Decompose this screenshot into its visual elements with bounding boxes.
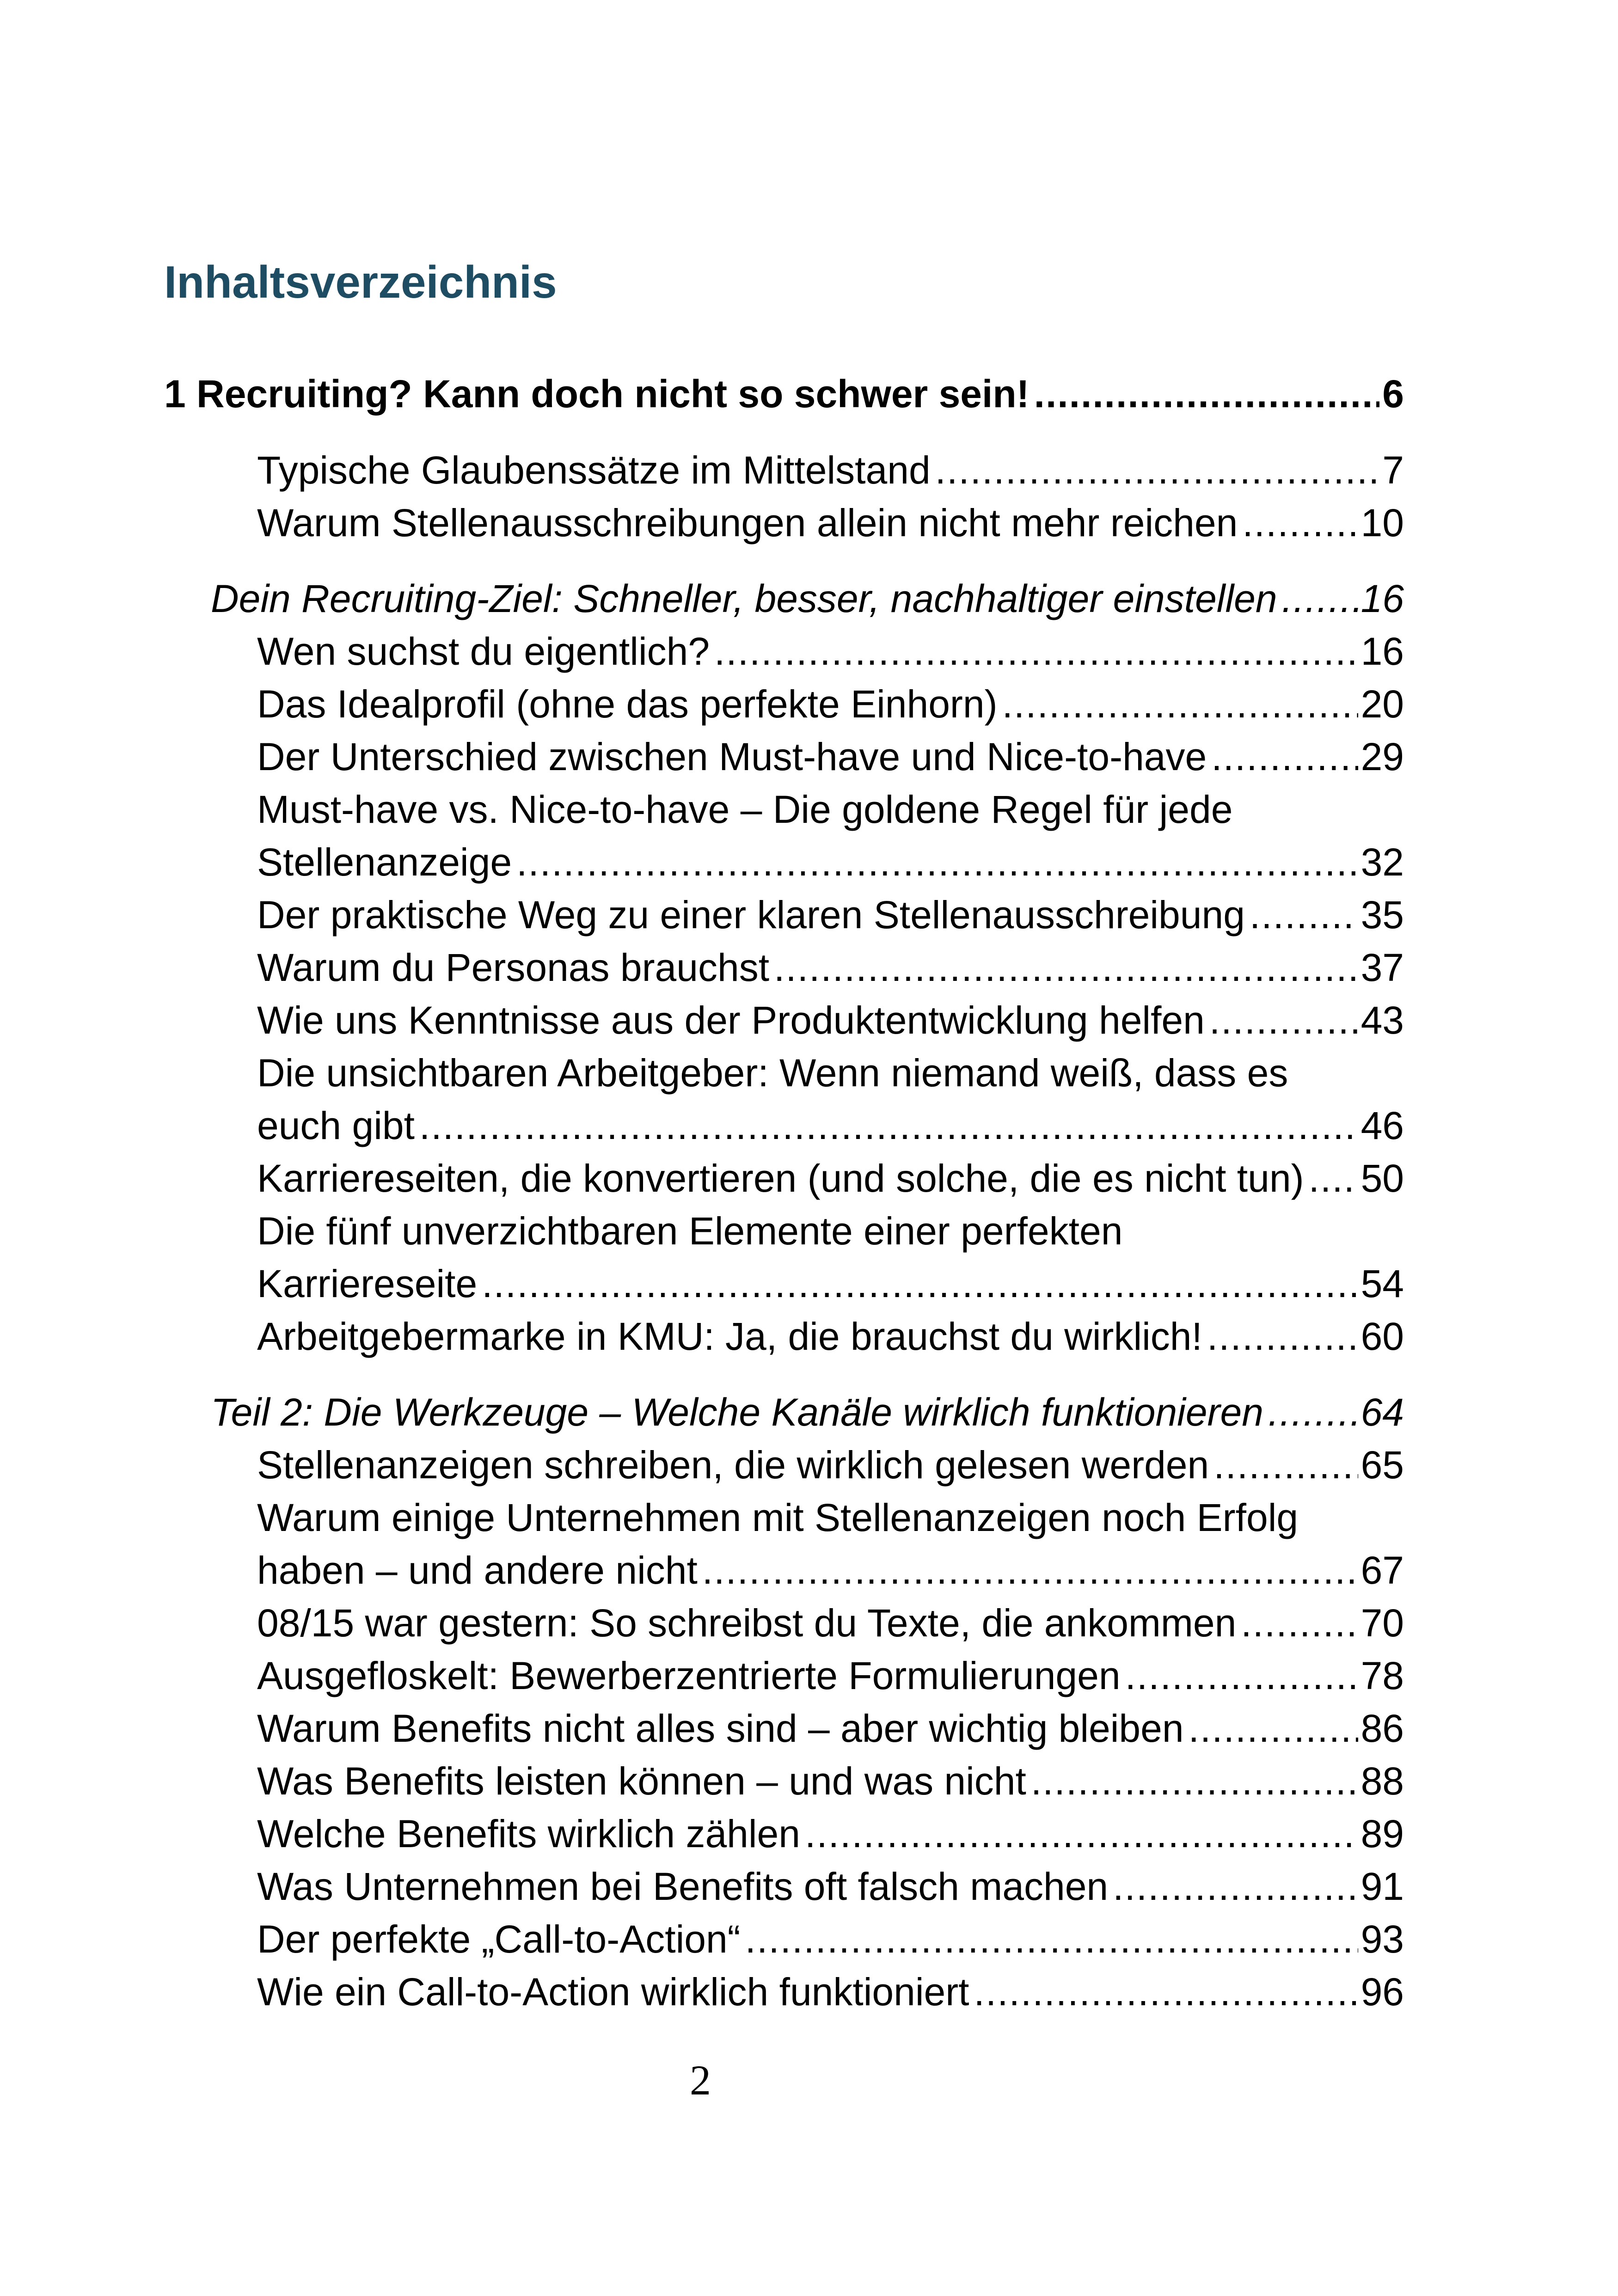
- toc-page-number: 50: [1361, 1157, 1404, 1200]
- toc-entry-title: Must-have vs. Nice-to-have – Die goldene Regel für jede: [257, 788, 1233, 831]
- toc-leader: [1189, 1702, 1358, 1755]
- toc-page-number: 86: [1361, 1707, 1404, 1750]
- toc-leader: [1125, 1649, 1358, 1702]
- toc-entry[interactable]: [257, 1649, 1404, 1702]
- toc-entry-title: Warum du Personas brauchst: [257, 946, 770, 989]
- toc-entry-title: Warum einige Unternehmen mit Stellenanzeigen noch Erfolg: [257, 1496, 1299, 1539]
- toc-entry-title: Stellenanzeigen schreiben, die wirklich gelesen werden: [257, 1443, 1209, 1487]
- toc-entry-title: Karriereseiten, die konvertieren (und solche, die es nicht tun): [257, 1157, 1304, 1200]
- toc-leader: [1211, 730, 1358, 783]
- toc-entry-chapter-1[interactable]: [164, 367, 1404, 420]
- toc-entry[interactable]: [257, 1439, 1404, 1491]
- toc-entry[interactable]: [257, 1310, 1404, 1363]
- toc-entry[interactable]: [257, 941, 1404, 994]
- toc-entry[interactable]: [257, 1965, 1404, 2018]
- toc-leader: [1113, 1860, 1358, 1913]
- toc-entry-line-2[interactable]: [257, 836, 1404, 888]
- toc-entry[interactable]: [257, 994, 1404, 1047]
- toc-entry[interactable]: [257, 1860, 1404, 1913]
- toc-leader: [1209, 994, 1358, 1047]
- toc-leader: [774, 941, 1358, 994]
- toc-page-number: 54: [1361, 1262, 1404, 1305]
- toc-page-number: 43: [1361, 998, 1404, 1042]
- toc-title: Inhaltsverzeichnis: [164, 257, 557, 307]
- toc-leader: [1242, 496, 1358, 549]
- toc-entry-title: Warum Stellenausschreibungen allein nicht mehr reichen: [257, 501, 1238, 545]
- toc-entry-title: Wie uns Kenntnisse aus der Produktentwicklung helfen: [257, 998, 1205, 1042]
- toc-leader: [1241, 1597, 1358, 1649]
- toc-entry-title: Typische Glaubenssätze im Mittelstand: [257, 448, 931, 492]
- toc-entry[interactable]: [257, 1597, 1404, 1649]
- toc-page-number: 46: [1361, 1104, 1404, 1147]
- toc-leader: [482, 1257, 1358, 1310]
- toc-page-number: 64: [1361, 1390, 1404, 1434]
- toc-entry[interactable]: [257, 1702, 1404, 1755]
- toc-page-number: 35: [1361, 893, 1404, 937]
- toc-page-number: 16: [1361, 630, 1404, 673]
- toc-page-number: 96: [1361, 1970, 1404, 2014]
- toc-entry[interactable]: [257, 1807, 1404, 1860]
- toc-entry-title: Was Unternehmen bei Benefits oft falsch machen: [257, 1865, 1109, 1908]
- toc-leader: [714, 625, 1358, 678]
- toc-entry-title: Die unsichtbaren Arbeitgeber: Wenn niemand weiß, dass es: [257, 1051, 1288, 1095]
- toc-entry-title: Karriereseite: [257, 1262, 478, 1305]
- toc-entry-title: Was Benefits leisten können – und was nicht: [257, 1759, 1026, 1803]
- toc-page-number: 88: [1361, 1759, 1404, 1803]
- toc-entry-section[interactable]: [211, 572, 1404, 625]
- toc-leader: [1282, 572, 1358, 625]
- toc-entry-title: Ausgefloskelt: Bewerberzentrierte Formulierungen: [257, 1654, 1121, 1697]
- toc-leader: [745, 1913, 1358, 1965]
- toc-page-number: 6: [1382, 372, 1404, 416]
- toc-leader: [1214, 1439, 1358, 1491]
- toc-leader: [419, 1099, 1358, 1152]
- toc-leader: [1268, 1386, 1358, 1439]
- toc-entry[interactable]: [257, 1152, 1404, 1205]
- toc-entry-line-1[interactable]: [257, 1205, 1404, 1257]
- toc-page-number: 67: [1361, 1549, 1404, 1592]
- toc-entry-title: 1 Recruiting? Kann doch nicht so schwer sein!: [164, 372, 1030, 416]
- toc-leader: [1207, 1310, 1358, 1363]
- toc-page-number: 93: [1361, 1917, 1404, 1961]
- toc-page-number: 16: [1361, 577, 1404, 620]
- toc-entry-line-2[interactable]: [257, 1257, 1404, 1310]
- toc-entry-title: Wen suchst du eigentlich?: [257, 630, 710, 673]
- toc-entry[interactable]: [257, 496, 1404, 549]
- toc-entry-title: Wie ein Call-to-Action wirklich funktioniert: [257, 1970, 969, 2014]
- toc-entry-title: Der Unterschied zwischen Must-have und Nice-to-have: [257, 735, 1207, 778]
- toc-page-number: 32: [1361, 840, 1404, 884]
- toc-page-number: 20: [1361, 682, 1404, 726]
- toc-entry-title: Welche Benefits wirklich zählen: [257, 1812, 800, 1855]
- toc-page-number: 78: [1361, 1654, 1404, 1697]
- toc-page-number: 37: [1361, 946, 1404, 989]
- toc-entry-title: Der praktische Weg zu einer klaren Stellenausschreibung: [257, 893, 1245, 937]
- toc-leader: [935, 444, 1380, 496]
- toc-leader: [1309, 1152, 1358, 1205]
- toc-page-number: 29: [1361, 735, 1404, 778]
- toc-entry[interactable]: [257, 678, 1404, 730]
- toc-entry[interactable]: [257, 625, 1404, 678]
- toc-entry-title: Stellenanzeige: [257, 840, 512, 884]
- toc-entry[interactable]: [257, 1755, 1404, 1807]
- toc-entry-title: euch gibt: [257, 1104, 415, 1147]
- toc-leader: [1250, 888, 1358, 941]
- toc-entry-line-1[interactable]: [257, 1047, 1404, 1099]
- toc-entry-title: Arbeitgebermarke in KMU: Ja, die brauchst du wirklich!: [257, 1315, 1202, 1358]
- toc-entry-line-2[interactable]: [257, 1099, 1404, 1152]
- toc-entry[interactable]: [257, 730, 1404, 783]
- toc-entry-title: 08/15 war gestern: So schreibst du Texte, die ankommen: [257, 1601, 1237, 1645]
- toc-entry-line-1[interactable]: [257, 783, 1404, 836]
- toc-entry-title: Die fünf unverzichtbaren Elemente einer perfekten: [257, 1209, 1123, 1253]
- toc-page-number: 7: [1382, 448, 1404, 492]
- toc-leader: [1031, 1755, 1358, 1807]
- toc-leader: [805, 1807, 1358, 1860]
- toc-leader: [516, 836, 1358, 888]
- toc-leader: [974, 1965, 1358, 2018]
- toc-entry-section[interactable]: [211, 1386, 1404, 1439]
- toc-page-number: 60: [1361, 1315, 1404, 1358]
- toc-page-number: 70: [1361, 1601, 1404, 1645]
- toc-page-number: 89: [1361, 1812, 1404, 1855]
- toc-page-number: 91: [1361, 1865, 1404, 1908]
- toc-entry-title: haben – und andere nicht: [257, 1549, 698, 1592]
- toc-leader: [702, 1544, 1358, 1597]
- page-number: 2: [690, 2057, 711, 2104]
- toc-leader: [1034, 367, 1380, 420]
- toc-page-number: 10: [1361, 501, 1404, 545]
- toc-entry-title: Warum Benefits nicht alles sind – aber wichtig bleiben: [257, 1707, 1184, 1750]
- toc-entry-title: Teil 2: Die Werkzeuge – Welche Kanäle wirklich funktionieren: [211, 1390, 1263, 1434]
- toc-entry[interactable]: [257, 888, 1404, 941]
- toc-leader: [1002, 678, 1358, 730]
- toc-entry-title: Der perfekte „Call-to-Action“: [257, 1917, 741, 1961]
- toc-entry-line-1[interactable]: [257, 1491, 1404, 1544]
- toc-page-number: 65: [1361, 1443, 1404, 1487]
- toc-entry-line-2[interactable]: [257, 1544, 1404, 1597]
- toc-entry-title: Das Idealprofil (ohne das perfekte Einhorn): [257, 682, 998, 726]
- toc-entry[interactable]: [257, 1913, 1404, 1965]
- toc-entry[interactable]: [257, 444, 1404, 496]
- toc-entry-title: Dein Recruiting-Ziel: Schneller, besser, nachhaltiger einstellen: [211, 577, 1277, 620]
